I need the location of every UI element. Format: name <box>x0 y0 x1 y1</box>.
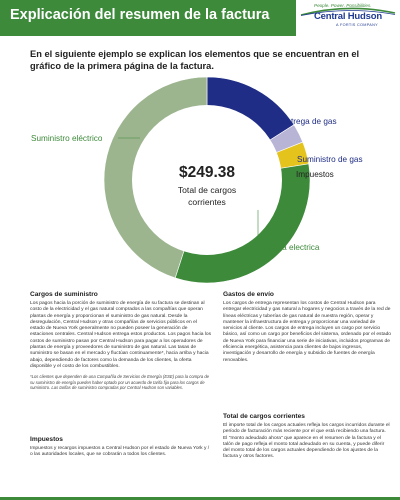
label-entrega-electrica: Entrega electrica <box>258 243 320 252</box>
logo-subtitle: A FORTIS COMPANY <box>336 23 379 27</box>
logo-name: Central Hudson <box>314 11 382 22</box>
chart-total-amount: $249.38 <box>178 164 236 181</box>
section-body-gastos-envio: Los cargos de entrega representan los costos de Central Hudson para entregar electricidad y gas natural a hogares y negocios a través de la red de líneas eléctricas y tuberías de gas natural de nuestra región, operar y mantener la infraestructura de entrega y proporcionar una variedad de servicios al cliente. Los cargos de entrega incluyen un cargo por servicio básico, así como un cargo por beneficios del sistema, ordenado por el estado de Nueva York para financiar una serie de iniciativas, incluidos programas de eficiencia energética, asistencia para clientes de bajos ingresos, investigación y desarrollo de energía y subsidio de fuentes de energía renovables. <box>223 301 392 363</box>
section-cargos-suministro <box>30 291 212 390</box>
section-title-total-cargos: Total de cargos corrientes <box>223 413 305 420</box>
section-title-cargos-suministro: Cargos de suministro <box>30 291 98 298</box>
section-note-cargos-suministro: *Los clientes que dependen de una Compañía de Servicios de Energía (ESE) para la compra de su suministro de energía pueden haber optado por un acuerdo de tarifa fija para los cargos de suministro. Las tarifas de suministro compradas por Central Hudson son variables. <box>30 374 210 391</box>
section-impuestos <box>30 436 212 459</box>
section-title-gastos-envio: Gastos de envío <box>223 291 274 298</box>
section-title-impuestos: Impuestos <box>30 436 63 443</box>
section-total-cargos <box>223 413 391 461</box>
logo-tagline: People. Power. Possibilities. <box>314 3 372 8</box>
label-suministro-gas: Suministro de gas <box>297 155 363 164</box>
chart-total-label-line2: corrientes <box>188 197 226 207</box>
section-body-total-cargos: El importe total de los cargos actuales refleja los cargos incurridos durante el período de facturación más reciente por el que está recibiendo una factura. El "monto adeudado ahora" que aparece en el resumen de la factura y el talón de pago refleja el monto total adeudado en su cuenta, y puede diferir del monto total de los cargos actuales dependiendo de los ajustes de la factura y otros factores. <box>223 423 390 460</box>
section-body-cargos-suministro: Los pagos hacia la porción de suministro de energía de su factura se destinan al costo de la electricidad y el gas natural comprados a las compañías que operan plantas de energía y proporcionan el suministro de gas natural. Desde la desregulación, Central Hudson y otras compañías de servicios públicos en el estado de Nueva York generalmente no pueden poseer la generación de estaciones centrales. Central Hudson entrega estos productos. Los pagos hacia los costos de suministro pasan por Central Hudson para pagar a los operadores de plantas de energía y proveedores de suministro de gas natural. Las tasas de suministro se basan en el mercado y fluctúan continuamente*, hacia arriba y hacia abajo, dependiendo de factores como la demanda de los clientes, la oferta disponible y el costo de los combustibles. <box>30 301 212 369</box>
section-gastos-envio <box>223 291 391 364</box>
label-impuestos: Impuestos <box>296 170 334 179</box>
intro-text: En el siguiente ejemplo se explican los elementos que se encuentran en el gráfico de la primera página de la factura. <box>30 49 360 71</box>
page-title: Explicación del resumen de la factura <box>10 7 270 23</box>
label-suministro-electrico: Suministro eléctrico <box>31 134 103 143</box>
chart-total-label-line1: Total de cargos <box>177 185 237 195</box>
label-entrega-gas: Entrega de gas <box>281 117 337 126</box>
section-body-impuestos: Impuestos y recargos impuestos a Central Hudson por el estado de Nueva York y / o las autoridades locales, que se cobrarán a todos los clientes. <box>30 446 210 458</box>
